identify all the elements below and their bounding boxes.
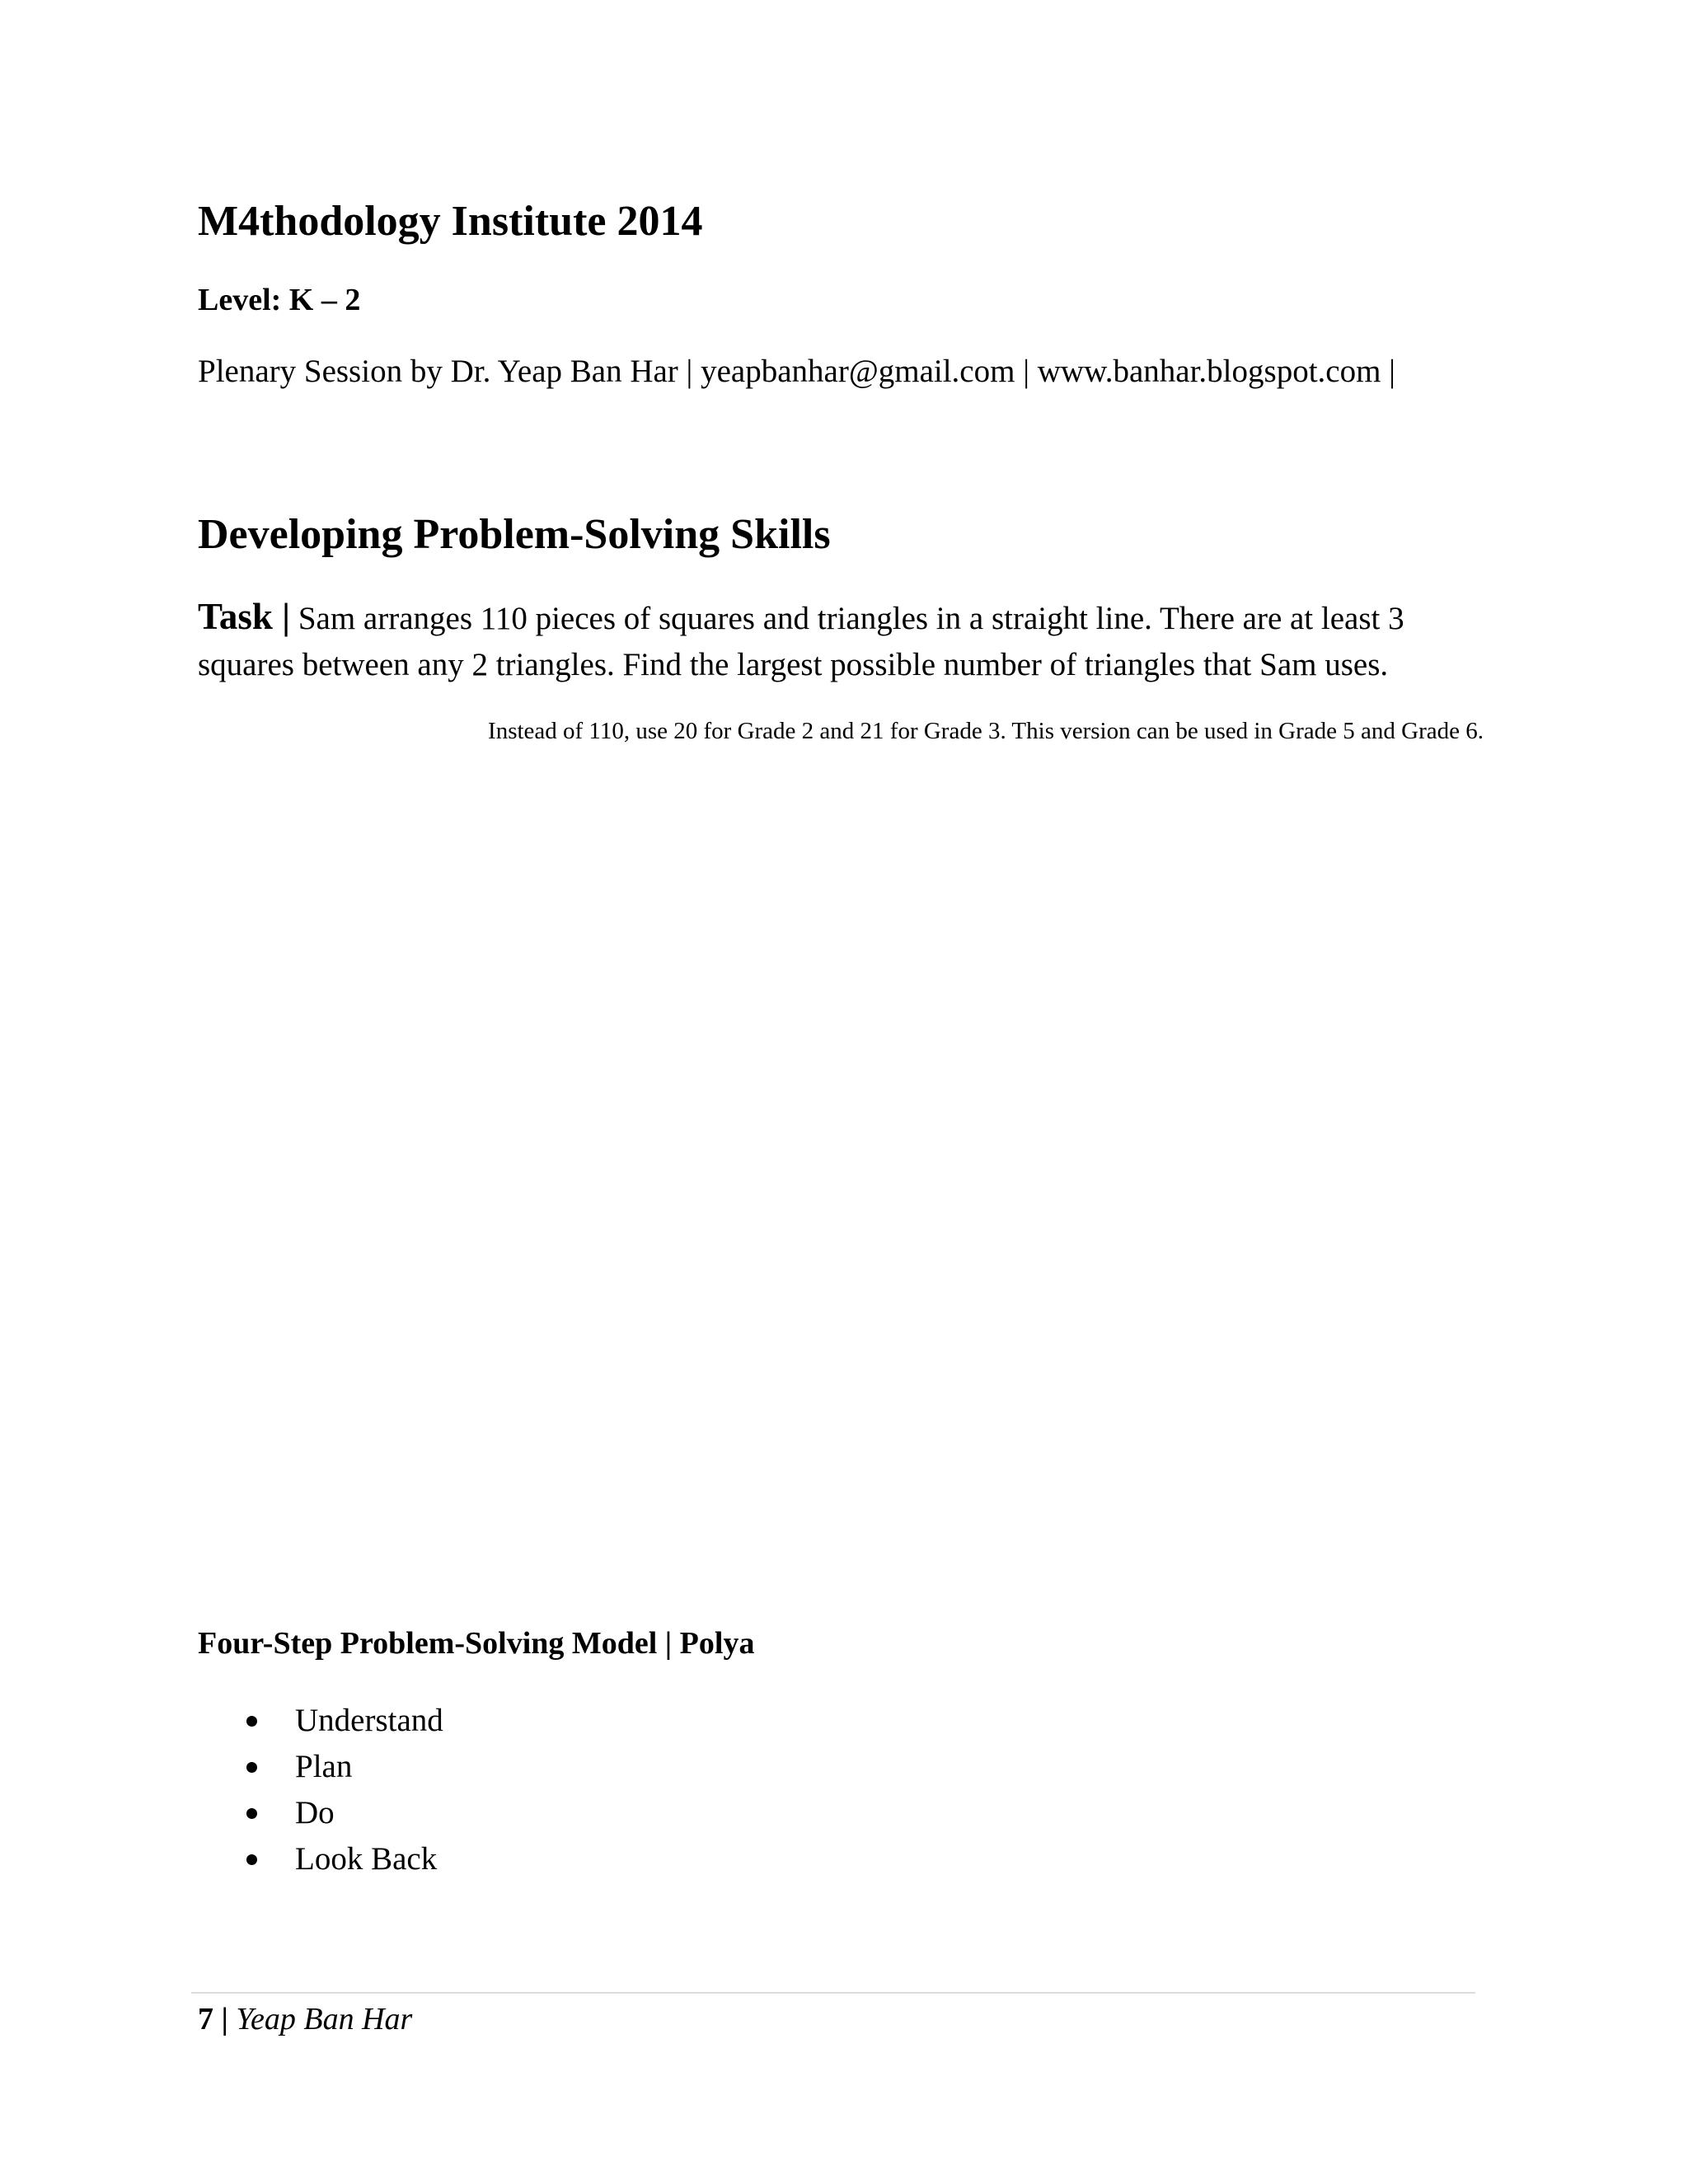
list-item [239, 1836, 443, 1882]
list-item [239, 1744, 443, 1790]
page-number: 7 | [198, 2002, 228, 2036]
bullet-icon [246, 1716, 257, 1727]
footer-divider [191, 1992, 1475, 1994]
steps-list [239, 1698, 443, 1882]
task-label: Task | [198, 596, 291, 637]
bullet-icon [246, 1808, 257, 1819]
bullet-icon [246, 1854, 257, 1865]
level-label: Level: K – 2 [198, 283, 361, 317]
plenary-session-line: Plenary Session by Dr. Yeap Ban Har | yeapbanhar@gmail.com | www.banhar.blogspot.com | [198, 354, 1395, 389]
list-item [239, 1698, 443, 1744]
task-text: Sam arranges 110 pieces of squares and triangles in a straight line. There are at least 3 squares between any 2 triangles. Find the largest possible number of triangles that Sam uses. [198, 601, 1404, 682]
step-label: Do [295, 1795, 335, 1830]
footer [198, 2001, 412, 2039]
section-title: Developing Problem-Solving Skills [198, 511, 831, 558]
step-label: Look Back [295, 1841, 438, 1877]
bullet-icon [246, 1762, 257, 1773]
task-note: Instead of 110, use 20 for Grade 2 and 21 for Grade 3. This version can be used in Grade 5 and Grade 6. [488, 718, 1484, 744]
step-label: Understand [295, 1703, 443, 1738]
list-item [239, 1790, 443, 1836]
page-title: M4thodology Institute 2014 [198, 198, 703, 245]
task-paragraph [198, 593, 1484, 688]
footer-author: Yeap Ban Har [227, 2002, 413, 2036]
model-heading: Four-Step Problem-Solving Model | Polya [198, 1626, 755, 1661]
step-label: Plan [295, 1749, 353, 1784]
